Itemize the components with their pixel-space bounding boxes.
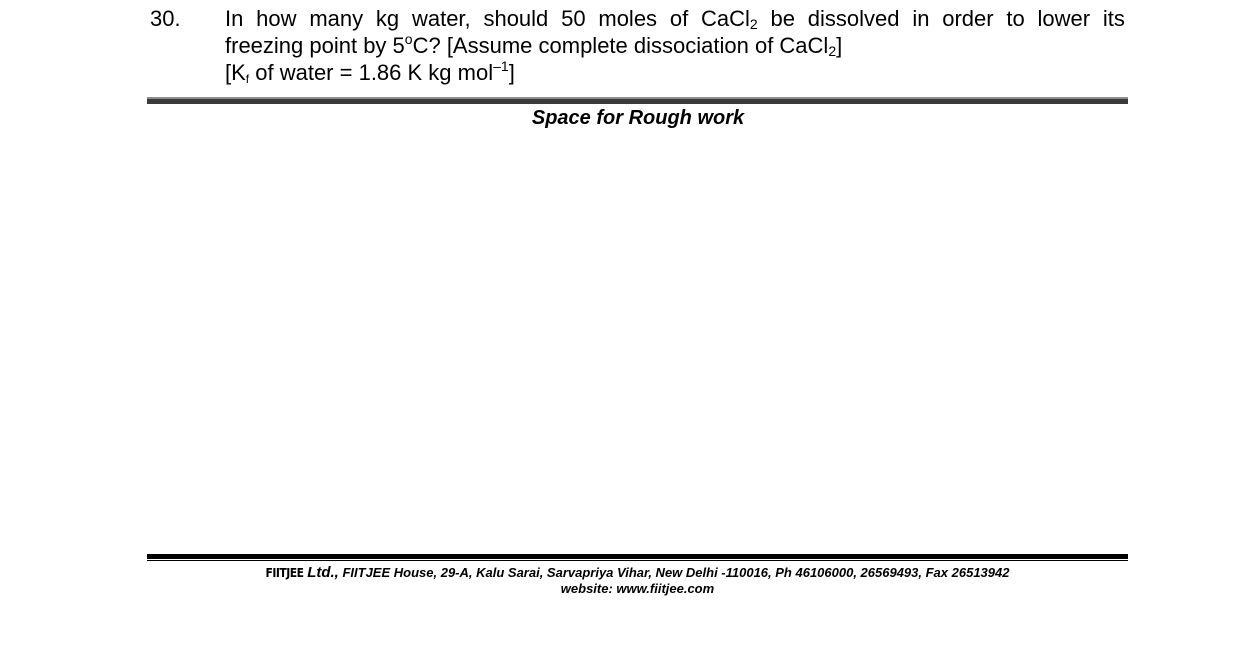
line2-close: ] xyxy=(836,33,843,58)
question-word: dissolved xyxy=(807,6,900,31)
line3-text: of water = 1.86 K kg mol xyxy=(249,60,494,85)
question-line-3 xyxy=(225,59,1125,86)
bottom-divider-thick xyxy=(147,554,1128,559)
question-word: moles xyxy=(598,6,658,31)
question-word: water, xyxy=(411,6,471,31)
footer-address-line xyxy=(147,565,1128,581)
compound-symbol: CaCl xyxy=(701,6,750,31)
compound-subscript: 2 xyxy=(828,43,837,59)
question-word: its xyxy=(1102,6,1125,31)
question-word: should xyxy=(483,6,549,31)
rough-work-area xyxy=(147,135,1128,550)
question-word: order xyxy=(942,6,994,31)
footer-address: FIITJEE House, 29-A, Kalu Sarai, Sarvapriya Vihar, New Delhi -110016, Ph 46106000, 26569493, Fax 26513942 xyxy=(342,565,1010,580)
question-number: 30. xyxy=(150,6,181,31)
question-word: to xyxy=(1006,6,1025,31)
question-word: in xyxy=(912,6,930,31)
question-word: be xyxy=(770,6,795,31)
kf-subscript: f xyxy=(245,72,250,86)
question-word: of xyxy=(669,6,689,31)
footer xyxy=(147,565,1128,597)
footer-ltd: Ltd., xyxy=(307,564,339,581)
question-word: many xyxy=(309,6,364,31)
top-divider-thick xyxy=(147,99,1128,104)
compound-cacl2 xyxy=(701,5,758,32)
compound-subscript: 2 xyxy=(749,16,758,32)
line2-after-degree: C? [Assume complete dissociation of CaCl xyxy=(412,33,829,58)
question-text xyxy=(225,5,1125,86)
footer-brand: FIITJEE xyxy=(265,566,304,580)
question-line-1 xyxy=(225,5,1125,32)
line3-close: ] xyxy=(508,60,515,85)
question-word: 50 xyxy=(561,6,586,31)
line2-text: freezing point by 5 xyxy=(225,33,405,58)
footer-website: website: www.fiitjee.com xyxy=(560,581,715,596)
question-word: how xyxy=(256,6,297,31)
bottom-divider-thin xyxy=(147,560,1128,561)
question-word: lower xyxy=(1037,6,1091,31)
line3-open: [K xyxy=(225,60,246,85)
degree-superscript: o xyxy=(404,31,413,47)
unit-superscript: –1 xyxy=(493,58,509,74)
bottom-divider xyxy=(147,554,1128,562)
question-word: kg xyxy=(375,6,400,31)
question-line-2 xyxy=(225,32,1125,59)
rough-work-title: Space for Rough work xyxy=(531,107,745,129)
question-word: In xyxy=(225,6,244,31)
top-divider xyxy=(147,97,1128,104)
